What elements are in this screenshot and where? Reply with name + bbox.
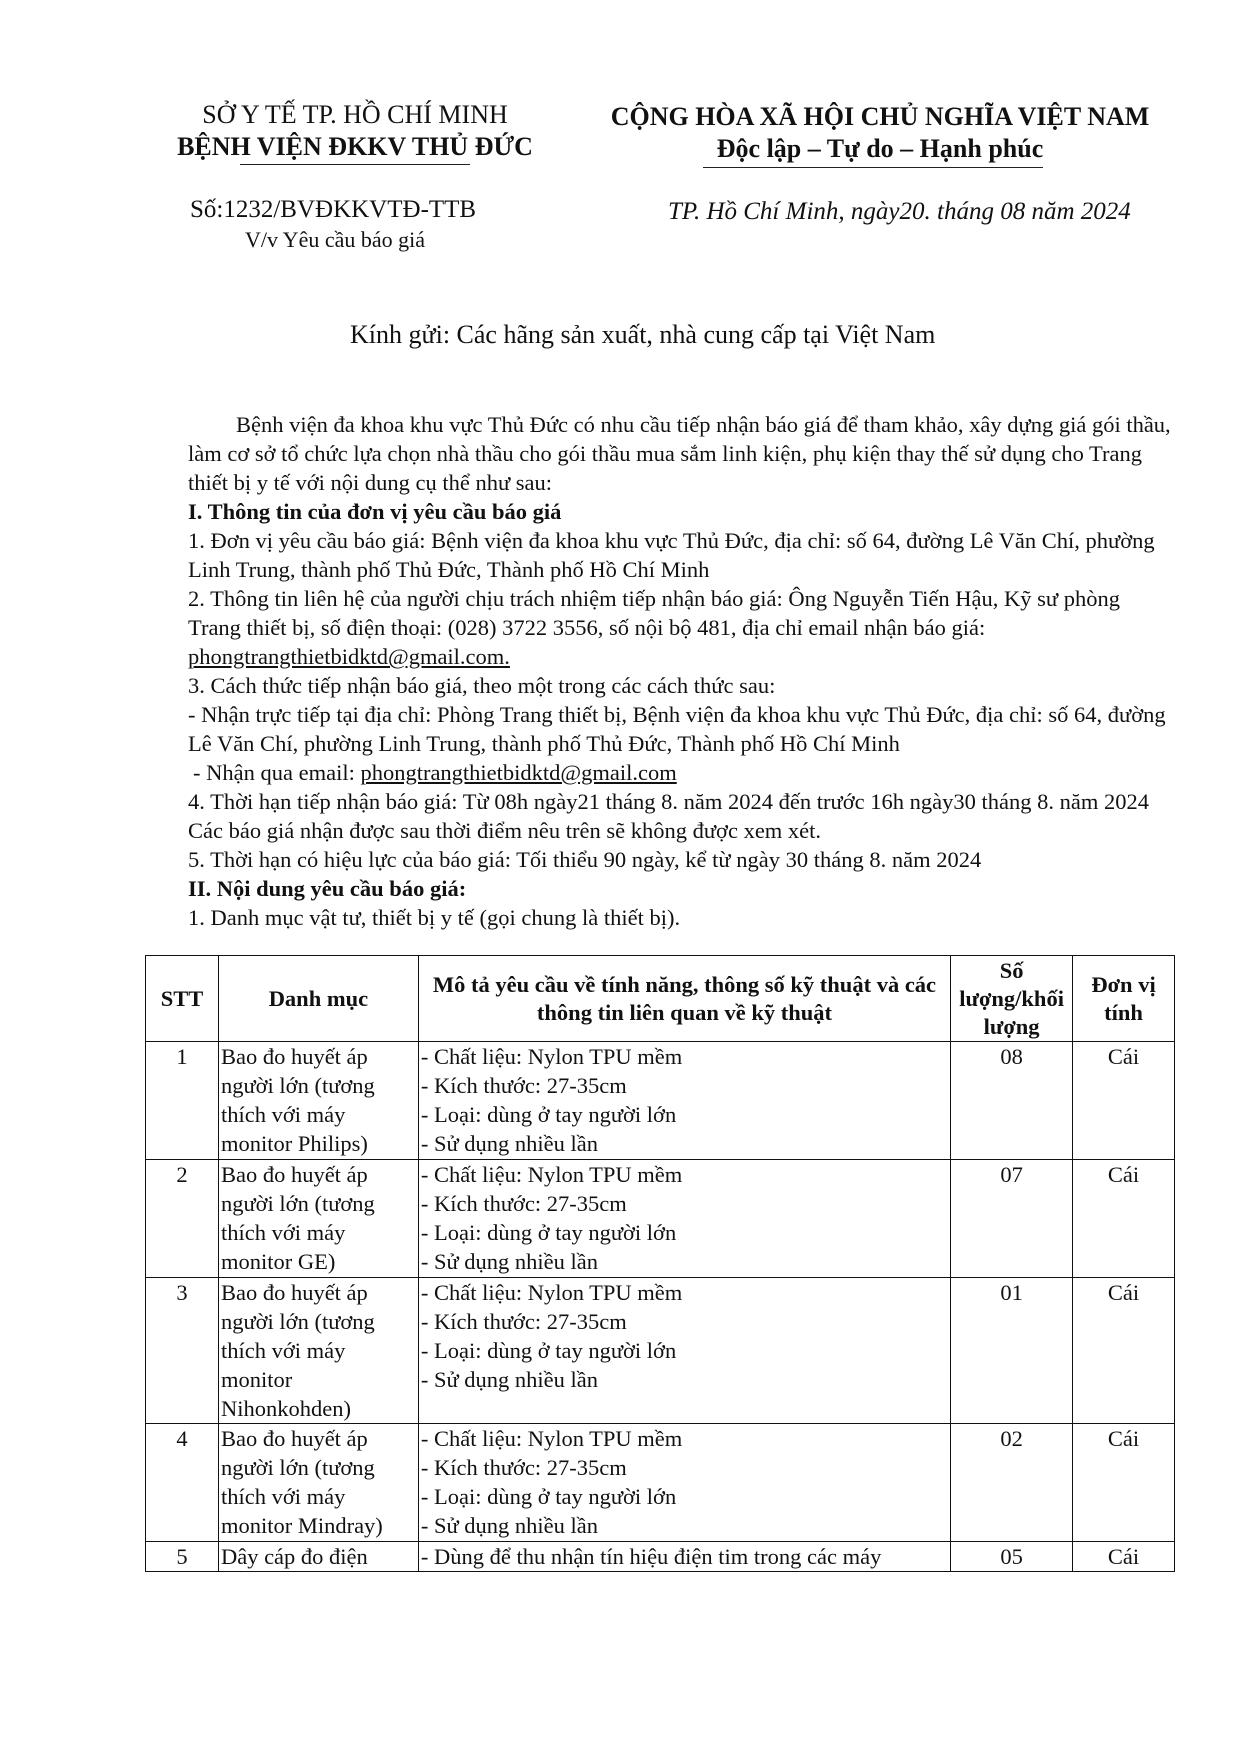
item-name-line: Bao đo huyết áp <box>220 1044 368 1069</box>
row-spec <box>418 1424 950 1542</box>
receive-email-link[interactable]: phongtrangthietbidktd@gmail.com <box>360 760 677 785</box>
item-name-line: người lớn (tương <box>220 1455 375 1480</box>
document-number: Số:1232/BVĐKKVTĐ-TTB <box>190 196 477 223</box>
item-name-line: Dây cáp đo điện <box>220 1544 368 1569</box>
item-name-line: Bao đo huyết áp <box>220 1280 368 1305</box>
col-header-spec: Mô tả yêu cầu về tính năng, thông số kỹ thuật và các thông tin liên quan về kỹ thuật <box>418 956 950 1042</box>
spec-line: - Loại: dùng ở tay người lớn <box>420 1220 677 1245</box>
item-name-line: monitor Philips) <box>220 1131 368 1156</box>
spec-line: - Sử dụng nhiều lần <box>420 1249 599 1274</box>
table-body <box>146 1042 1175 1572</box>
email-label: - Nhận qua email: <box>193 760 361 785</box>
section-1-item-4-note: Các báo giá nhận được sau thời điểm nêu trên sẽ không được xem xét. <box>188 818 822 843</box>
row-unit: Cái <box>1073 1278 1175 1424</box>
row-spec <box>418 1278 950 1424</box>
section-1-item-3a: - Nhận trực tiếp tại địa chỉ: Phòng Trang thiết bị, Bệnh viện đa khoa khu vực Thủ Đức, địa chỉ: số 64, đường Lê Văn Chí, phường Linh Trung, thành phố Thủ Đức, Thành phố Hồ Chí Minh <box>188 702 1166 756</box>
row-qty: 07 <box>951 1160 1073 1278</box>
spec-line: - Chất liệu: Nylon TPU mềm <box>420 1044 683 1069</box>
item-name-line: thích với máy <box>220 1220 346 1245</box>
table-row <box>146 1278 1175 1424</box>
spec-line: - Sử dụng nhiều lần <box>420 1367 599 1392</box>
spec-line: - Loại: dùng ở tay người lớn <box>420 1484 677 1509</box>
table-header-row <box>146 956 1175 1042</box>
national-title: CỘNG HÒA XÃ HỘI CHỦ NGHĨA VIỆT NAM <box>610 102 1150 131</box>
section-1-item-3b <box>188 758 1173 787</box>
document-subject: V/v Yêu cầu báo giá <box>245 227 426 252</box>
hospital-name: BỆNH VIỆN ĐKKV THỦ ĐỨC <box>177 132 533 161</box>
col-header-item: Danh mục <box>218 956 418 1042</box>
row-spec <box>418 1542 950 1572</box>
section-2-item-1: 1. Danh mục vật tư, thiết bị y tế (gọi chung là thiết bị). <box>188 905 681 930</box>
row-unit: Cái <box>1073 1542 1175 1572</box>
item-name-line: Bao đo huyết áp <box>220 1426 368 1451</box>
spec-line: - Sử dụng nhiều lần <box>420 1131 599 1156</box>
spec-line: - Loại: dùng ở tay người lớn <box>420 1102 677 1127</box>
spec-line: - Loại: dùng ở tay người lớn <box>420 1338 677 1363</box>
section-1-item-4: 4. Thời hạn tiếp nhận báo giá: Từ 08h ngày21 tháng 8. năm 2024 đến trước 16h ngày30 tháng 8. năm 2024 <box>188 789 1149 814</box>
col-header-stt: STT <box>146 956 219 1042</box>
section-1-item-2 <box>188 584 1173 671</box>
item-name-line: monitor Mindray) <box>220 1513 383 1538</box>
item-name-line: thích với máy <box>220 1102 346 1127</box>
national-motto: Độc lập – Tự do – Hạnh phúc <box>716 134 1044 163</box>
row-item <box>218 1160 418 1278</box>
row-unit: Cái <box>1073 1160 1175 1278</box>
row-stt: 4 <box>146 1424 219 1542</box>
table-row <box>146 1042 1175 1160</box>
spec-line: - Kích thước: 27-35cm <box>420 1455 627 1480</box>
spec-line: - Dùng để thu nhận tín hiệu điện tim trong các máy <box>420 1544 882 1569</box>
item-name-line: monitor <box>220 1367 293 1392</box>
item-name-line: người lớn (tương <box>220 1191 375 1216</box>
section-2-title: II. Nội dung yêu cầu báo giá: <box>188 876 467 901</box>
contact-text: 2. Thông tin liên hệ của người chịu trách nhiệm tiếp nhận báo giá: Ông Nguyễn Tiến Hậu, Kỹ sư phòng Trang thiết bị, số điện thoại: (028) 3722 3556, số nội bộ 481, địa chỉ email nhận báo giá: <box>188 586 1120 640</box>
row-stt: 2 <box>146 1160 219 1278</box>
letter-body <box>188 410 1173 932</box>
section-1-item-5: 5. Thời hạn có hiệu lực của báo giá: Tối thiểu 90 ngày, kể từ ngày 30 tháng 8. năm 2024 <box>188 847 982 872</box>
item-name-line: monitor GE) <box>220 1249 336 1274</box>
intro-paragraph: Bệnh viện đa khoa khu vực Thủ Đức có nhu cầu tiếp nhận báo giá để tham khảo, xây dựng giá gói thầu, làm cơ sở tổ chức lựa chọn nhà thầu cho gói thầu mua sắm linh kiện, phụ kiện thay thế sử dụng cho Trang thiết bị y tế với nội dung cụ thể như sau: <box>188 412 1171 495</box>
spec-line: - Chất liệu: Nylon TPU mềm <box>420 1426 683 1451</box>
item-name-line: Bao đo huyết áp <box>220 1162 368 1187</box>
document-date: TP. Hồ Chí Minh, ngày20. tháng 08 năm 2024 <box>668 198 1131 225</box>
national-motto-underline <box>703 167 1043 168</box>
section-1-item-1: 1. Đơn vị yêu cầu báo giá: Bệnh viện đa khoa khu vực Thủ Đức, địa chỉ: số 64, đường Lê Văn Chí, phường Linh Trung, thành phố Thủ Đức, Thành phố Hồ Chí Minh <box>188 528 1155 582</box>
row-item <box>218 1278 418 1424</box>
items-table <box>145 955 1175 1572</box>
table-row <box>146 1542 1175 1572</box>
row-item <box>218 1042 418 1160</box>
spec-line: - Kích thước: 27-35cm <box>420 1191 627 1216</box>
row-qty: 08 <box>951 1042 1073 1160</box>
section-1-title: I. Thông tin của đơn vị yêu cầu báo giá <box>188 499 562 524</box>
table-row <box>146 1424 1175 1542</box>
row-stt: 5 <box>146 1542 219 1572</box>
table-row <box>146 1160 1175 1278</box>
section-1-item-3: 3. Cách thức tiếp nhận báo giá, theo một trong các cách thức sau: <box>188 673 776 698</box>
contact-email-link[interactable]: phongtrangthietbidktd@gmail.com. <box>188 644 510 669</box>
row-qty: 01 <box>951 1278 1073 1424</box>
item-name-line: Nihonkohden) <box>220 1396 351 1421</box>
row-unit: Cái <box>1073 1042 1175 1160</box>
spec-line: - Kích thước: 27-35cm <box>420 1073 627 1098</box>
spec-line: - Chất liệu: Nylon TPU mềm <box>420 1162 683 1187</box>
row-stt: 3 <box>146 1278 219 1424</box>
row-qty: 02 <box>951 1424 1073 1542</box>
row-unit: Cái <box>1073 1424 1175 1542</box>
item-name-line: người lớn (tương <box>220 1309 375 1334</box>
col-header-unit: Đơn vị tính <box>1073 956 1175 1042</box>
item-name-line: người lớn (tương <box>220 1073 375 1098</box>
agency-name: SỞ Y TẾ TP. HỒ CHÍ MINH <box>202 100 508 129</box>
hospital-name-underline <box>240 164 470 165</box>
item-name-line: thích với máy <box>220 1484 346 1509</box>
row-stt: 1 <box>146 1042 219 1160</box>
row-item <box>218 1424 418 1542</box>
col-header-qty: Số lượng/khối lượng <box>951 956 1073 1042</box>
row-qty: 05 <box>951 1542 1073 1572</box>
recipient: Kính gửi: Các hãng sản xuất, nhà cung cấp tại Việt Nam <box>350 320 936 349</box>
item-name-line: thích với máy <box>220 1338 346 1363</box>
spec-line: - Chất liệu: Nylon TPU mềm <box>420 1280 683 1305</box>
row-spec <box>418 1042 950 1160</box>
row-item <box>218 1542 418 1572</box>
spec-line: - Sử dụng nhiều lần <box>420 1513 599 1538</box>
row-spec <box>418 1160 950 1278</box>
spec-line: - Kích thước: 27-35cm <box>420 1309 627 1334</box>
